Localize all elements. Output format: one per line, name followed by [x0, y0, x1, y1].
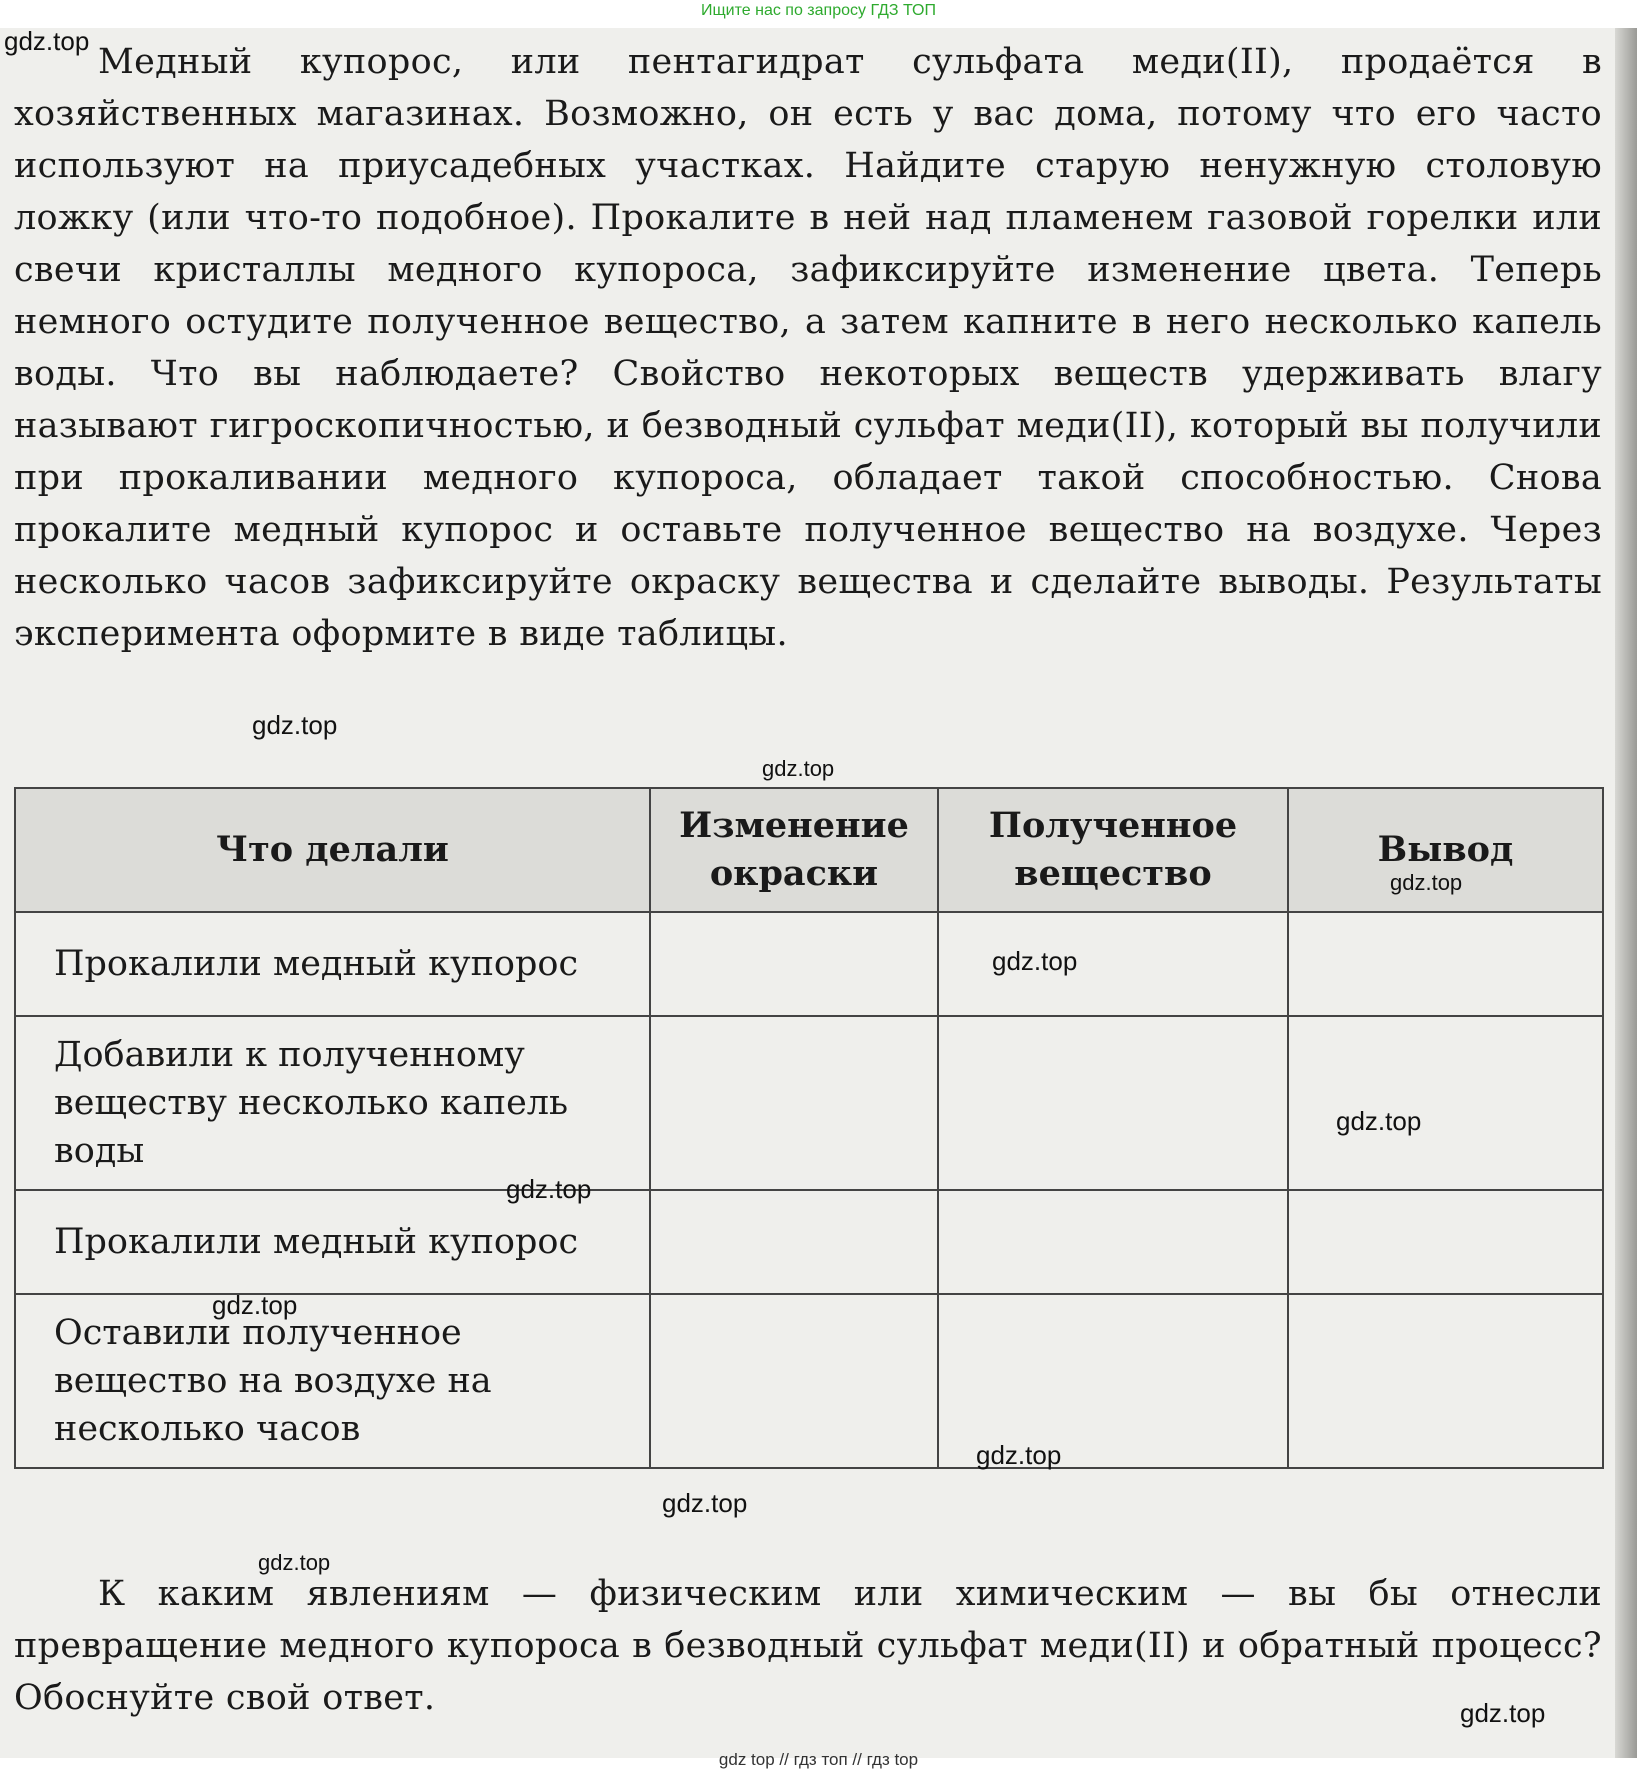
- conclusion-cell: [1288, 1294, 1603, 1468]
- header-substance: Полученное вещество: [938, 788, 1288, 912]
- color-change-cell: [650, 912, 938, 1016]
- watermark: gdz.top: [992, 946, 1078, 976]
- header-conclusion: Вывод: [1288, 788, 1603, 912]
- color-change-cell: [650, 1016, 938, 1190]
- watermark: gdz.top: [662, 1488, 748, 1518]
- color-change-cell: [650, 1190, 938, 1294]
- action-cell: Оставили полученное вещество на воздухе на несколько часов: [15, 1294, 650, 1468]
- watermark: gdz.top: [1460, 1698, 1546, 1728]
- watermark: gdz.top: [506, 1174, 592, 1204]
- table-row: [15, 1190, 1603, 1294]
- watermark: gdz.top: [1336, 1106, 1422, 1136]
- watermark: gdz.top: [252, 710, 338, 740]
- question-paragraph: К каким явлениям — физическим или химическим — вы бы отнесли превращение медного купороса в безводный сульфат меди(II) и обратный процесс? Обоснуйте свой ответ.: [14, 1574, 1602, 1718]
- table-header-row: [15, 788, 1603, 912]
- conclusion-cell: [1288, 1190, 1603, 1294]
- color-change-cell: [650, 1294, 938, 1468]
- watermark: gdz.top: [4, 26, 90, 56]
- header-actions: Что делали: [15, 788, 650, 912]
- substance-cell: [938, 1016, 1288, 1190]
- substance-cell: [938, 1190, 1288, 1294]
- action-cell: Добавили к полученному веществу несколько капель воды: [15, 1016, 650, 1190]
- bottom-banner: gdz top // гдз топ // гдз top: [718, 1750, 919, 1769]
- watermark: gdz.top: [762, 756, 835, 781]
- substance-cell: [938, 912, 1288, 1016]
- watermark: gdz.top: [1390, 870, 1463, 895]
- action-cell: Прокалили медный купорос: [15, 1190, 650, 1294]
- watermark: gdz.top: [258, 1550, 331, 1575]
- conclusion-cell: [1288, 1016, 1603, 1190]
- watermark: gdz.top: [976, 1440, 1062, 1470]
- watermark: gdz.top: [212, 1290, 298, 1320]
- task-paragraph: Медный купорос, или пентагидрат сульфата меди(II), продаётся в хозяйственных магазинах. Возможно, он есть у вас дома, потому что его часто используют на приусадебных участках. Найдите старую ненужную столовую ложку (или что-то подобное). Прокалите в ней над пламенем газовой горелки или свечи кристаллы медного купороса, зафиксируйте изменение цвета. Теперь немного остудите полученное вещество, а затем капните в него несколько капель воды. Что вы наблюдаете? Свойство некоторых веществ удерживать влагу называют гигроскопичностью, и безводный сульфат меди(II), который вы получили при прокаливании медного купороса, обладает такой способностью. Снова прокалите медный купорос и оставьте полученное вещество на воздухе. Через несколько часов зафиксируйте окраску вещества и сделайте выводы. Результаты эксперимента оформите в виде таблицы.: [14, 42, 1602, 654]
- action-cell: Прокалили медный купорос: [15, 912, 650, 1016]
- conclusion-cell: [1288, 912, 1603, 1016]
- top-banner: Ищите нас по запросу ГДЗ ТОП: [701, 2, 936, 19]
- table-row: [15, 912, 1603, 1016]
- header-color-change: Изменение окраски: [650, 788, 938, 912]
- table-row: [15, 1016, 1603, 1190]
